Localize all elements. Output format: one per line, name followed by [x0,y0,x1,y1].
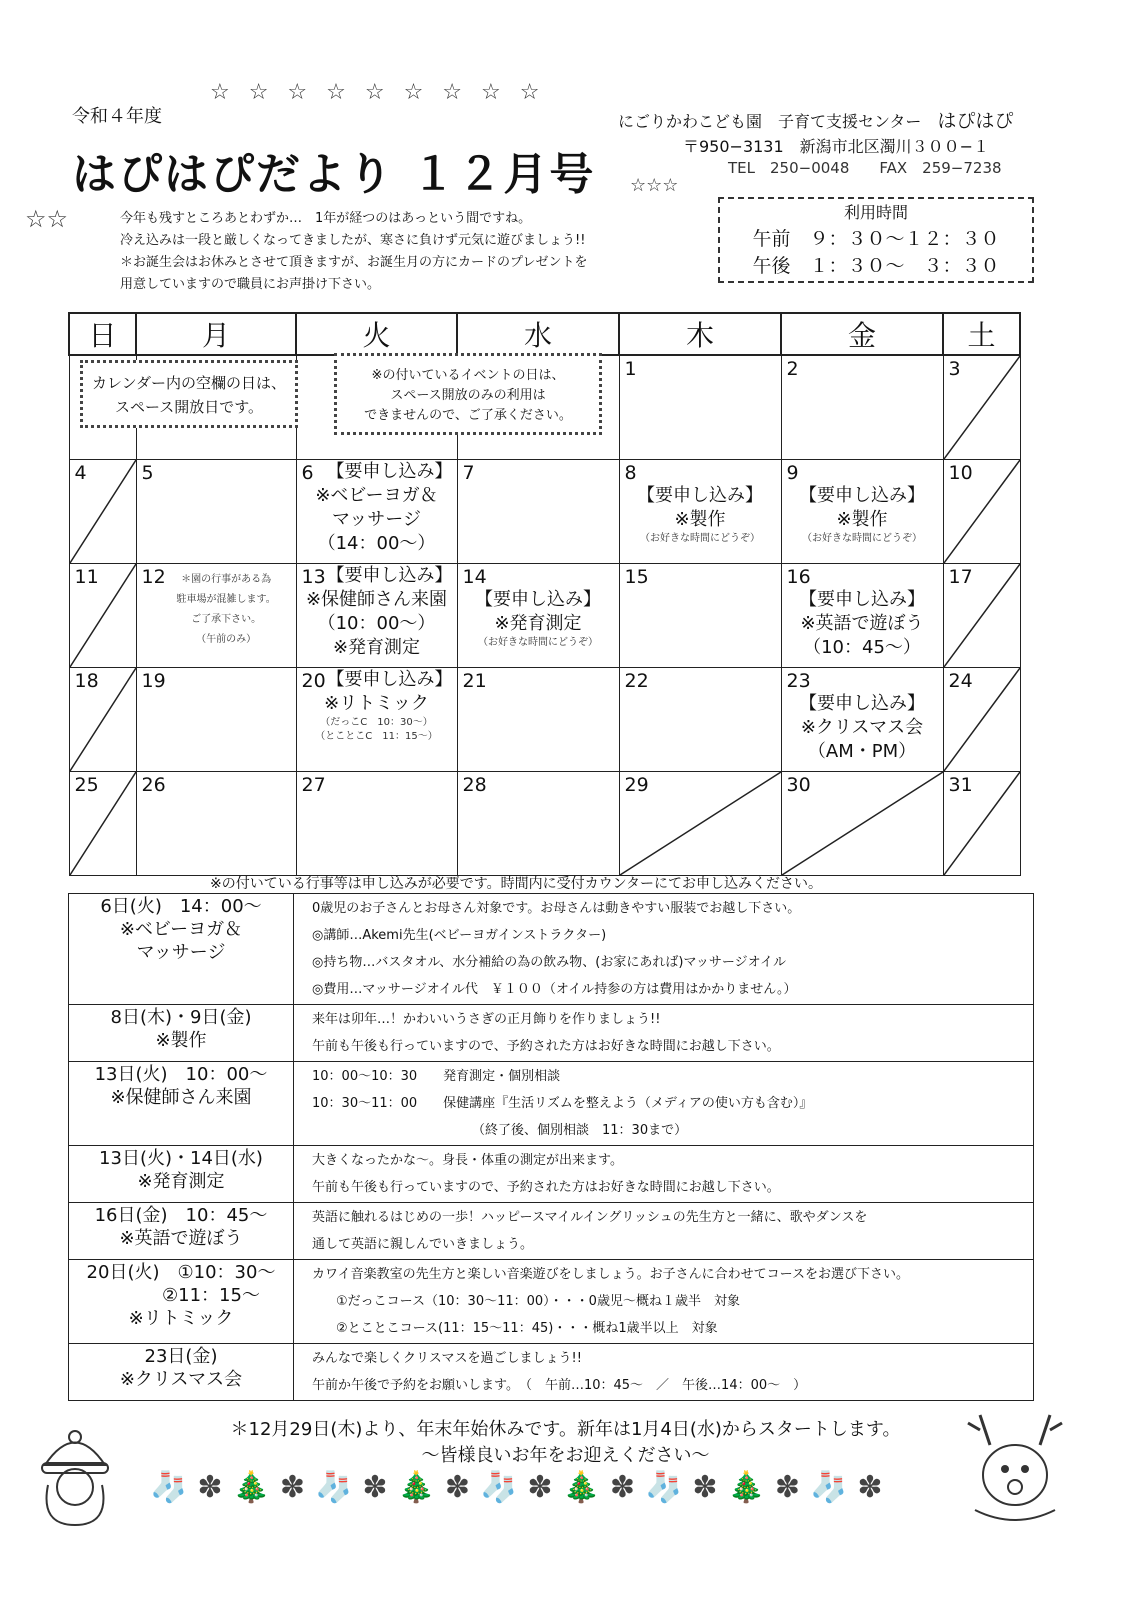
weekday-tue: 火 [296,313,457,355]
day-cell: 17 [943,564,1020,668]
day-cell: 9 【要申し込み】 ※製作 （お好きな時間にどうぞ） [781,460,943,564]
weekday-sun: 日 [69,313,136,355]
day-cell: 12 ＊園の行事がある為 駐車場が混雑します。 ご了承下さい。 （午前のみ） [136,564,296,668]
detail-title: 13日(火) 10：00〜 ※保健師さん来園 [69,1062,294,1146]
detail-body: 大きくなったかな〜。身長・体重の測定が出来ます。 午前も午後も行っていますので、予約された方はお好きな時間にお越し下さい。 [294,1146,1034,1203]
event: 【要申し込み】 ※製作 （お好きな時間にどうぞ） [799,485,925,544]
day-cell: 1 [619,355,781,460]
snowflake-icon: ✽ [444,1470,480,1505]
newsletter-title: はぴはぴだより １２月号 [72,149,596,200]
day-cell: 11 [69,564,136,668]
day-cell: 27 [296,772,457,876]
day-cell: 4 [69,460,136,564]
detail-title: 6日(火) 14：00〜 ※ベビーヨガ＆ マッサージ [69,894,294,1005]
weekday-mon: 月 [136,313,296,355]
day-cell: 22 [619,668,781,772]
legend-event-note: ※の付いているイベントの日は、 スペース開放のみの利用は できませんので、ご了承ください。 [334,353,602,435]
notice: ※の付いている行事等は申し込みが必要です。時間内に受付カウンターにてお申し込みください。 [210,876,823,892]
week-row [69,460,1020,564]
event-details [68,893,1034,1401]
day-cell: 2 [781,355,943,460]
day-cell: 26 [136,772,296,876]
week-row [69,668,1020,772]
day-cell: 6 【要申し込み】 ※ベビーヨガ＆ マッサージ （14：00〜） [296,460,457,564]
address: 〒950−3131 新潟市北区濁川３００−１ [683,137,990,156]
sock-icon: 🧦 [645,1470,693,1505]
tree-icon: 🎄 [232,1470,280,1505]
organization: にごりかわこども園 子育て支援センター はぴはぴ [618,110,1014,132]
decoration-icons [150,1470,893,1505]
day-cell: 21 [457,668,619,772]
intro-text: 今年も残すところあとわずか… 1年が経つのはあっという間ですね。 冷え込みは一段と厳しくなってきましたが、寒さに負けず元気に遊びましょう!! ＊お誕生会はお休みとさせて頂きますが、お誕生月の方にカードのプレゼントを 用意していますので職員にお声掛け下さい。 [120,211,588,292]
day-cell: 18 [69,668,136,772]
event: 【要申し込み】 ※リトミック （だっこC 10：30〜） （とことこC 11：15〜） [315,669,453,742]
sock-icon: 🧦 [810,1470,858,1505]
event: 【要申し込み】 ※製作 （お好きな時間にどうぞ） [637,485,763,544]
detail-row [69,1260,1034,1344]
day-cell: 29 [619,772,781,876]
event: 【要申し込み】 ※クリスマス会 （AM・PM） [799,693,925,762]
detail-title: 8日(木)・9日(金) ※製作 [69,1005,294,1062]
sock-icon: 🧦 [480,1470,528,1505]
day-cell: 10 [943,460,1020,564]
day-cell: 15 [619,564,781,668]
day-cell: 25 [69,772,136,876]
day-cell: 5 [136,460,296,564]
day-cell: 28 [457,772,619,876]
day-cell: 19 [136,668,296,772]
week-row [69,772,1020,876]
detail-body: みんなで楽しくクリスマスを過ごしましょう!! 午前か午後で予約をお願いします。 （ 午前…10：45〜 ／ 午後…14：00〜 ） [294,1344,1034,1401]
snowflake-icon: ✽ [692,1470,728,1505]
day-cell: 16 【要申し込み】 ※英語で遊ぼう （10：45〜） [781,564,943,668]
detail-body: カワイ音楽教室の先生方と楽しい音楽遊びをしましょう。お子さんに合わせてコースをお選び下さい。 ①だっこコース（10：30〜11：00）・・・0歳児〜概ね１歳半 対象 ②とことこコース(11：15〜11：45)・・・概ね1歳半以上 対象 [294,1260,1034,1344]
contact: TEL 250−0048 FAX 259−7238 [728,159,1002,177]
era-label: 令和４年度 [72,106,162,127]
weekday-row [69,313,1020,355]
weekday-sat: 土 [943,313,1020,355]
detail-row [69,894,1034,1005]
sock-icon: 🧦 [150,1470,198,1505]
detail-body: 来年は卯年…！かわいいうさぎの正月飾りを作りましょう!! 午前も午後も行っていますので、予約された方はお好きな時間にお越し下さい。 [294,1005,1034,1062]
detail-body: 英語に触れるはじめの一歩！ハッピースマイルイングリッシュの先生方と一緒に、歌やダンスを 通して英語に親しんでいきましょう。 [294,1203,1034,1260]
santa-icon [30,1425,120,1530]
tree-icon: 🎄 [562,1470,610,1505]
day-cell: 24 [943,668,1020,772]
week-row [69,564,1020,668]
day-cell: 30 [781,772,943,876]
snowflake-icon: ✽ [774,1470,810,1505]
day-cell: 13 【要申し込み】 ※保健師さん来園 （10：00〜） ※発育測定 [296,564,457,668]
weekday-wed: 水 [457,313,619,355]
reindeer-icon [960,1405,1070,1525]
tree-icon: 🎄 [727,1470,775,1505]
legend-open-space: カレンダー内の空欄の日は、 スペース開放日です。 [80,360,298,428]
snowflake-icon: ✽ [609,1470,645,1505]
closing-message: ＊12月29日(木)より、年末年始休みです。新年は1月4日(水)からスタートします。 〜皆様良いお年をお迎えください〜 [230,1419,901,1466]
detail-row [69,1062,1034,1146]
detail-title: 20日(火) ①10：30〜 ②11：15〜 ※リトミック [69,1260,294,1344]
snowflake-icon: ✽ [197,1470,233,1505]
snowflake-icon: ✽ [279,1470,315,1505]
parking-note: ＊園の行事がある為 駐車場が混雑します。 ご了承下さい。 （午前のみ） [176,574,276,645]
hours-box: 利用時間 午前 ９：３０〜１２：３０ 午後 １：３０〜 ３：３０ [718,197,1034,283]
event: 【要申し込み】 ※英語で遊ぼう （10：45〜） [799,589,925,658]
detail-row [69,1005,1034,1062]
event: 【要申し込み】 ※ベビーヨガ＆ マッサージ （14：00〜） [315,461,453,554]
day-cell: 23 【要申し込み】 ※クリスマス会 （AM・PM） [781,668,943,772]
detail-body: 0歳児のお子さんとお母さん対象です。お母さんは動きやすい服装でお越し下さい。 ◎講師…Akemi先生(ベビーヨガインストラクター) ◎持ち物…バスタオル、水分補給の為の飲み物、(お家にあれば)マッサージオイル ◎費用…マッサージオイル代 ￥１００（オイル持参の方は費用はかかりません。） [294,894,1034,1005]
snowflake-icon: ✽ [527,1470,563,1505]
event: 【要申し込み】 ※発育測定 （お好きな時間にどうぞ） [475,589,601,648]
detail-body: 10：00〜10：30 発育測定・個別相談 10：30〜11：00 保健講座『生活リズムを整えよう（メディアの使い方も含む）』 （終了後、個別相談 11：30まで） [294,1062,1034,1146]
detail-title: 13日(火)・14日(水) ※発育測定 [69,1146,294,1203]
detail-row [69,1146,1034,1203]
day-cell: 20 【要申し込み】 ※リトミック （だっこC 10：30〜） （とことこC 11：15〜） [296,668,457,772]
sock-icon: 🧦 [315,1470,363,1505]
detail-row [69,1344,1034,1401]
weekday-fri: 金 [781,313,943,355]
detail-title: 16日(金) 10：45〜 ※英語で遊ぼう [69,1203,294,1260]
event: 【要申し込み】 ※保健師さん来園 （10：00〜） ※発育測定 [305,565,453,658]
day-cell: 14 【要申し込み】 ※発育測定 （お好きな時間にどうぞ） [457,564,619,668]
star-icons: ☆ ☆ ☆ ☆ ☆ ☆ ☆ ☆ ☆ [210,80,546,105]
weekday-thu: 木 [619,313,781,355]
day-cell: 7 [457,460,619,564]
day-cell: 31 [943,772,1020,876]
snowflake-icon: ✽ [362,1470,398,1505]
detail-title: 23日(金) ※クリスマス会 [69,1344,294,1401]
tree-icon: 🎄 [397,1470,445,1505]
snowflake-icon: ✽ [857,1470,893,1505]
star-icon: ☆☆ [25,205,69,233]
day-cell: 3 [943,355,1020,460]
day-cell: 8 【要申し込み】 ※製作 （お好きな時間にどうぞ） [619,460,781,564]
detail-row [69,1203,1034,1260]
star-icon: ☆☆☆ [630,175,679,196]
